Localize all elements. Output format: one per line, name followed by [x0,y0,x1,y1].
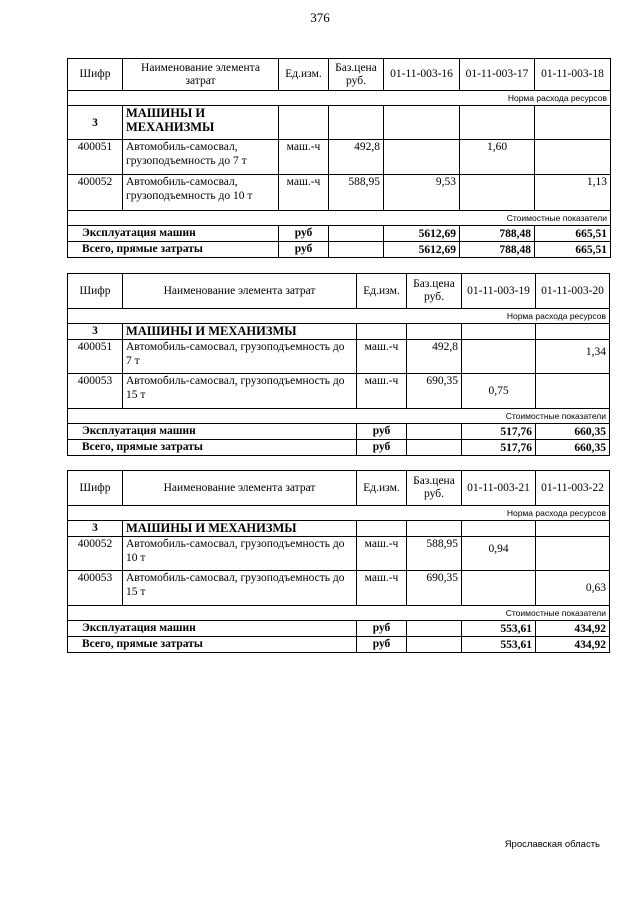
cost-table-1 [67,58,611,258]
section-row [68,521,610,537]
page-number: 376 [310,10,330,25]
total-direct-label: Всего, прямые затраты [68,440,357,456]
row-value: 1,60 [460,140,535,175]
row-code: 400052 [68,537,123,571]
total-unit: руб [279,242,329,258]
total-unit: руб [357,424,407,440]
header-column: 01-11-003-16 [384,59,460,91]
total-value: 788,48 [460,226,535,242]
region-footer: Ярославская область [504,839,600,850]
norm-label-row [68,506,610,521]
row-code: 400051 [68,340,123,374]
row-value [462,571,536,606]
total-exploitation-row [68,424,610,440]
row-code: 400053 [68,571,123,606]
table-header-row [68,471,610,506]
row-unit: маш.-ч [357,374,407,409]
section-code: 3 [68,324,123,340]
norm-label-row [68,91,611,106]
section-title: МАШИНЫ И МЕХАНИЗМЫ [123,106,279,140]
header-column: 01-11-003-22 [536,471,610,506]
cost-label-row [68,409,610,424]
header-code: Шифр [68,274,123,309]
total-exploitation-row [68,226,611,242]
total-value: 434,92 [536,637,610,653]
norm-label: Норма расхода ресурсов [68,91,611,106]
row-value [536,537,610,571]
total-value: 788,48 [460,242,535,258]
row-value: 0,94 [462,537,536,571]
table-header-row [68,59,611,91]
section-code: 3 [68,521,123,537]
total-value: 517,76 [462,424,536,440]
table-header-row [68,274,610,309]
total-value: 5612,69 [384,242,460,258]
row-code: 400053 [68,374,123,409]
total-value: 665,51 [535,242,611,258]
row-unit: маш.-ч [279,175,329,211]
header-name: Наименование элемента затрат [123,471,357,506]
header-column: 01-11-003-18 [535,59,611,91]
header-column: 01-11-003-20 [536,274,610,309]
header-price: Баз.цена руб. [407,274,462,309]
row-unit: маш.-ч [357,340,407,374]
row-price: 690,35 [407,374,462,409]
cost-label: Стоимостные показатели [68,606,610,621]
row-unit: маш.-ч [279,140,329,175]
row-value: 9,53 [384,175,460,211]
cost-table-3 [67,470,610,653]
total-direct-label: Всего, прямые затраты [68,242,279,258]
row-code: 400052 [68,175,123,211]
row-code: 400051 [68,140,123,175]
row-price: 492,8 [329,140,384,175]
row-value [462,340,536,374]
header-unit: Ед.изм. [357,471,407,506]
row-price: 690,35 [407,571,462,606]
header-code: Шифр [68,471,123,506]
norm-label: Норма расхода ресурсов [68,506,610,521]
table-row [68,571,610,606]
table-row [68,374,610,409]
row-name: Автомобиль-самосвал, грузоподъемность до 15 т [123,571,357,606]
cost-label: Стоимостные показатели [68,211,611,226]
row-unit: маш.-ч [357,537,407,571]
table-row [68,140,611,175]
total-unit: руб [357,637,407,653]
table-row [68,537,610,571]
total-exploitation-row [68,621,610,637]
total-value: 517,76 [462,440,536,456]
total-direct-label: Всего, прямые затраты [68,637,357,653]
total-value: 5612,69 [384,226,460,242]
total-value: 434,92 [536,621,610,637]
section-title: МАШИНЫ И МЕХАНИЗМЫ [123,521,357,537]
total-value: 660,35 [536,440,610,456]
section-row [68,106,611,140]
total-unit: руб [357,621,407,637]
header-price: Баз.цена руб. [407,471,462,506]
total-value: 553,61 [462,621,536,637]
cost-table-2 [67,273,610,456]
row-value [536,374,610,409]
total-unit: руб [357,440,407,456]
total-exploitation-label: Эксплуатация машин [68,424,357,440]
section-title: МАШИНЫ И МЕХАНИЗМЫ [123,324,357,340]
row-price: 492,8 [407,340,462,374]
norm-label: Норма расхода ресурсов [68,309,610,324]
row-name: Автомобиль-самосвал, грузоподъемность до 7 т [123,140,279,175]
total-direct-row [68,440,610,456]
total-value: 553,61 [462,637,536,653]
row-name: Автомобиль-самосвал, грузоподъемность до 15 т [123,374,357,409]
total-unit: руб [279,226,329,242]
section-code: 3 [68,106,123,140]
row-value: 1,34 [536,340,610,374]
total-direct-row [68,242,611,258]
header-column: 01-11-003-19 [462,274,536,309]
total-exploitation-label: Эксплуатация машин [68,621,357,637]
row-name: Автомобиль-самосвал, грузоподъемность до 7 т [123,340,357,374]
row-value: 0,75 [462,374,536,409]
row-value: 1,13 [535,175,611,211]
row-value: 0,63 [536,571,610,606]
row-name: Автомобиль-самосвал, грузоподъемность до 10 т [123,175,279,211]
section-row [68,324,610,340]
row-value [535,140,611,175]
total-value: 660,35 [536,424,610,440]
header-column: 01-11-003-21 [462,471,536,506]
norm-label-row [68,309,610,324]
header-column: 01-11-003-17 [460,59,535,91]
header-name: Наименование элемента затрат [123,274,357,309]
header-code: Шифр [68,59,123,91]
header-unit: Ед.изм. [279,59,329,91]
row-price: 588,95 [407,537,462,571]
total-value: 665,51 [535,226,611,242]
cost-label-row [68,606,610,621]
header-name: Наименование элемента затрат [123,59,279,91]
row-value [384,140,460,175]
cost-label-row [68,211,611,226]
total-direct-row [68,637,610,653]
table-row [68,175,611,211]
total-exploitation-label: Эксплуатация машин [68,226,279,242]
row-name: Автомобиль-самосвал, грузоподъемность до 10 т [123,537,357,571]
header-price: Баз.цена руб. [329,59,384,91]
cost-label: Стоимостные показатели [68,409,610,424]
header-unit: Ед.изм. [357,274,407,309]
row-unit: маш.-ч [357,571,407,606]
row-value [460,175,535,211]
table-row [68,340,610,374]
row-price: 588,95 [329,175,384,211]
